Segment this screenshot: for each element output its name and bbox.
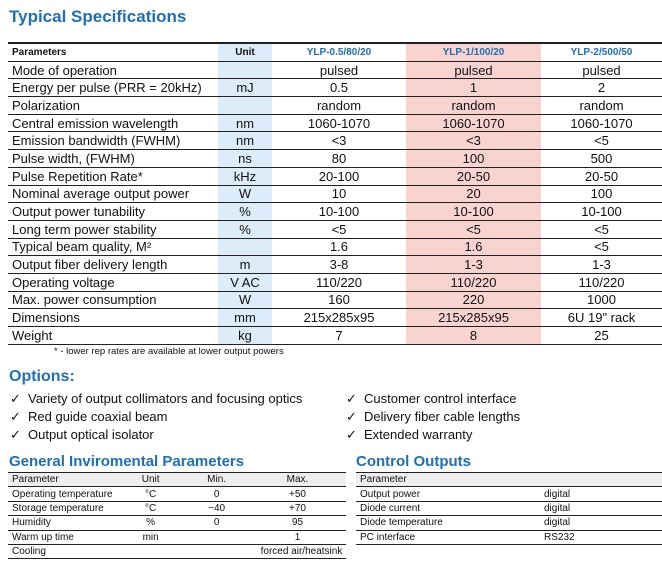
spec-value-model-1: 0.5 (272, 79, 406, 97)
spec-parameter: Weight (8, 327, 218, 345)
spec-value-model-2: 220 (406, 291, 541, 309)
env-parameter: Warm up time (8, 530, 117, 544)
spec-row (8, 132, 662, 150)
spec-parameter: Polarization (8, 97, 218, 115)
spec-value-model-2: 20 (406, 185, 541, 203)
spec-value-model-2: <3 (406, 132, 541, 150)
spec-row (8, 309, 662, 327)
spec-parameter: Output power tunability (8, 203, 218, 221)
control-parameter: PC interface (356, 530, 540, 544)
spec-value-model-1: 20-100 (272, 167, 406, 185)
spec-row (8, 291, 662, 309)
options-title: Options: (9, 368, 75, 385)
spec-value-model-2: 1-3 (406, 256, 541, 274)
env-unit: min (117, 530, 185, 544)
option-item (10, 426, 302, 444)
spec-unit: kHz (218, 167, 272, 185)
option-item (346, 390, 520, 408)
spec-unit: mm (218, 309, 272, 327)
spec-row (8, 220, 662, 238)
env-min: 0 (185, 516, 249, 530)
env-row (8, 487, 346, 501)
env-max: +50 (249, 487, 347, 501)
env-row (8, 501, 346, 515)
spec-value-model-1: pulsed (272, 61, 406, 79)
spec-unit: % (218, 220, 272, 238)
spec-value-model-1: 160 (272, 291, 406, 309)
spec-row (8, 97, 662, 115)
spec-value-model-3: <5 (541, 132, 662, 150)
spec-value-model-1: 10-100 (272, 203, 406, 221)
env-cooling-label: Cooling (8, 544, 117, 558)
control-value: digital (540, 487, 662, 501)
spec-value-model-3: random (541, 97, 662, 115)
spec-unit (218, 61, 272, 79)
header-model-1: YLP-0.5/80/20 (272, 43, 406, 61)
checkmark-icon: ✓ (346, 391, 357, 406)
env-header-row (8, 473, 346, 487)
spec-unit: nm (218, 132, 272, 150)
spec-unit: nm (218, 114, 272, 132)
options-right-list (346, 390, 520, 444)
header-parameters: Parameters (8, 43, 218, 61)
option-label: Variety of output collimators and focusing optics (28, 391, 303, 406)
env-parameter: Humidity (8, 516, 117, 530)
spec-row (8, 238, 662, 256)
spec-parameter: Output fiber delivery length (8, 256, 218, 274)
env-row (8, 530, 346, 544)
spec-unit: mJ (218, 79, 272, 97)
control-row (356, 487, 662, 501)
spec-parameter: Mode of operation (8, 61, 218, 79)
spec-parameter: Nominal average output power (8, 185, 218, 203)
spec-value-model-2: 20-50 (406, 167, 541, 185)
header-unit: Unit (218, 43, 272, 61)
spec-value-model-1: <3 (272, 132, 406, 150)
spec-value-model-3: 110/220 (541, 273, 662, 291)
environment-table (8, 472, 346, 559)
spec-value-model-3: 100 (541, 185, 662, 203)
checkmark-icon: ✓ (10, 409, 21, 424)
spec-value-model-3: 10-100 (541, 203, 662, 221)
spec-parameter: Central emission wavelength (8, 114, 218, 132)
spec-value-model-3: 20-50 (541, 167, 662, 185)
env-min: 0 (185, 487, 249, 501)
spec-value-model-1: 10 (272, 185, 406, 203)
env-max: 95 (249, 516, 347, 530)
control-parameter: Diode temperature (356, 516, 540, 530)
env-unit: °C (117, 487, 185, 501)
spec-row (8, 167, 662, 185)
env-header-unit: Unit (117, 473, 185, 487)
env-min (185, 530, 249, 544)
header-model-2: YLP-1/100/20 (406, 43, 541, 61)
footnote: * - lower rep rates are available at lower output powers (54, 346, 284, 357)
env-header-parameter: Parameter (8, 473, 117, 487)
spec-unit: % (218, 203, 272, 221)
specifications-table (8, 42, 662, 345)
spec-value-model-2: random (406, 97, 541, 115)
env-header-max: Max. (249, 473, 347, 487)
spec-value-model-2: 1.6 (406, 238, 541, 256)
env-unit: % (117, 516, 185, 530)
control-table (356, 472, 662, 545)
spec-value-model-1: <5 (272, 220, 406, 238)
spec-value-model-2: 1060-1070 (406, 114, 541, 132)
spec-row (8, 79, 662, 97)
spec-row (8, 150, 662, 168)
option-item (10, 390, 302, 408)
env-cooling-value: forced air/heatsink (117, 544, 347, 558)
env-header-min: Min. (185, 473, 249, 487)
spec-value-model-3: <5 (541, 238, 662, 256)
spec-unit: W (218, 291, 272, 309)
spec-unit: kg (218, 327, 272, 345)
spec-value-model-1: 1.6 (272, 238, 406, 256)
spec-value-model-1: random (272, 97, 406, 115)
option-item (346, 426, 520, 444)
env-row (8, 516, 346, 530)
option-item (10, 408, 302, 426)
checkmark-icon: ✓ (346, 409, 357, 424)
spec-value-model-3: 1060-1070 (541, 114, 662, 132)
options-left-list (10, 390, 302, 444)
spec-row (8, 203, 662, 221)
env-unit: °C (117, 501, 185, 515)
spec-value-model-3: 25 (541, 327, 662, 345)
spec-value-model-2: <5 (406, 220, 541, 238)
spec-value-model-2: 10-100 (406, 203, 541, 221)
spec-value-model-2: 100 (406, 150, 541, 168)
environment-title: General Inviromental Parameters (9, 453, 245, 470)
control-value: RS232 (540, 530, 662, 544)
spec-value-model-2: 1 (406, 79, 541, 97)
env-min: −40 (185, 501, 249, 515)
spec-value-model-3: 2 (541, 79, 662, 97)
spec-row (8, 185, 662, 203)
spec-parameter: Max. power consumption (8, 291, 218, 309)
spec-unit: V AC (218, 273, 272, 291)
spec-value-model-3: 6U 19" rack (541, 309, 662, 327)
option-label: Extended warranty (364, 427, 473, 442)
spec-value-model-2: 215x285x95 (406, 309, 541, 327)
spec-row (8, 61, 662, 79)
spec-value-model-1: 80 (272, 150, 406, 168)
env-row-cooling (8, 544, 346, 558)
spec-row (8, 256, 662, 274)
spec-unit: ns (218, 150, 272, 168)
spec-value-model-3: 500 (541, 150, 662, 168)
control-parameter: Output power (356, 487, 540, 501)
spec-parameter: Energy per pulse (PRR = 20kHz) (8, 79, 218, 97)
control-header-parameter: Parameter (356, 473, 662, 487)
page-title: Typical Specifications (9, 7, 187, 26)
control-value: digital (540, 501, 662, 515)
spec-value-model-3: 1-3 (541, 256, 662, 274)
spec-value-model-2: pulsed (406, 61, 541, 79)
checkmark-icon: ✓ (346, 427, 357, 442)
spec-value-model-1: 3-8 (272, 256, 406, 274)
spec-value-model-1: 110/220 (272, 273, 406, 291)
option-item (346, 408, 520, 426)
env-parameter: Operating temperature (8, 487, 117, 501)
env-max: 1 (249, 530, 347, 544)
spec-row (8, 327, 662, 345)
spec-value-model-1: 215x285x95 (272, 309, 406, 327)
spec-unit (218, 238, 272, 256)
spec-parameter: Dimensions (8, 309, 218, 327)
env-max: +70 (249, 501, 347, 515)
spec-value-model-1: 1060-1070 (272, 114, 406, 132)
control-title: Control Outputs (356, 453, 471, 470)
spec-parameter: Pulse width, (FWHM) (8, 150, 218, 168)
env-parameter: Storage temperature (8, 501, 117, 515)
control-header-row (356, 473, 662, 487)
control-parameter: Diode current (356, 501, 540, 515)
header-model-3: YLP-2/500/50 (541, 43, 662, 61)
spec-parameter: Operating voltage (8, 273, 218, 291)
checkmark-icon: ✓ (10, 391, 21, 406)
spec-row (8, 114, 662, 132)
spec-unit: W (218, 185, 272, 203)
option-label: Red guide coaxial beam (28, 409, 168, 424)
spec-parameter: Long term power stability (8, 220, 218, 238)
spec-parameter: Emission bandwidth (FWHM) (8, 132, 218, 150)
spec-value-model-2: 110/220 (406, 273, 541, 291)
spec-row (8, 273, 662, 291)
spec-value-model-1: 7 (272, 327, 406, 345)
control-row (356, 501, 662, 515)
control-value: digital (540, 516, 662, 530)
option-label: Customer control interface (364, 391, 517, 406)
control-row (356, 516, 662, 530)
spec-header-row (8, 43, 662, 61)
control-row (356, 530, 662, 544)
spec-value-model-3: pulsed (541, 61, 662, 79)
option-label: Output optical isolator (28, 427, 154, 442)
spec-value-model-3: <5 (541, 220, 662, 238)
spec-value-model-3: 1000 (541, 291, 662, 309)
checkmark-icon: ✓ (10, 427, 21, 442)
spec-unit (218, 97, 272, 115)
spec-value-model-2: 8 (406, 327, 541, 345)
spec-unit: m (218, 256, 272, 274)
spec-parameter: Pulse Repetition Rate* (8, 167, 218, 185)
option-label: Delivery fiber cable lengths (364, 409, 521, 424)
spec-parameter: Typical beam quality, M² (8, 238, 218, 256)
